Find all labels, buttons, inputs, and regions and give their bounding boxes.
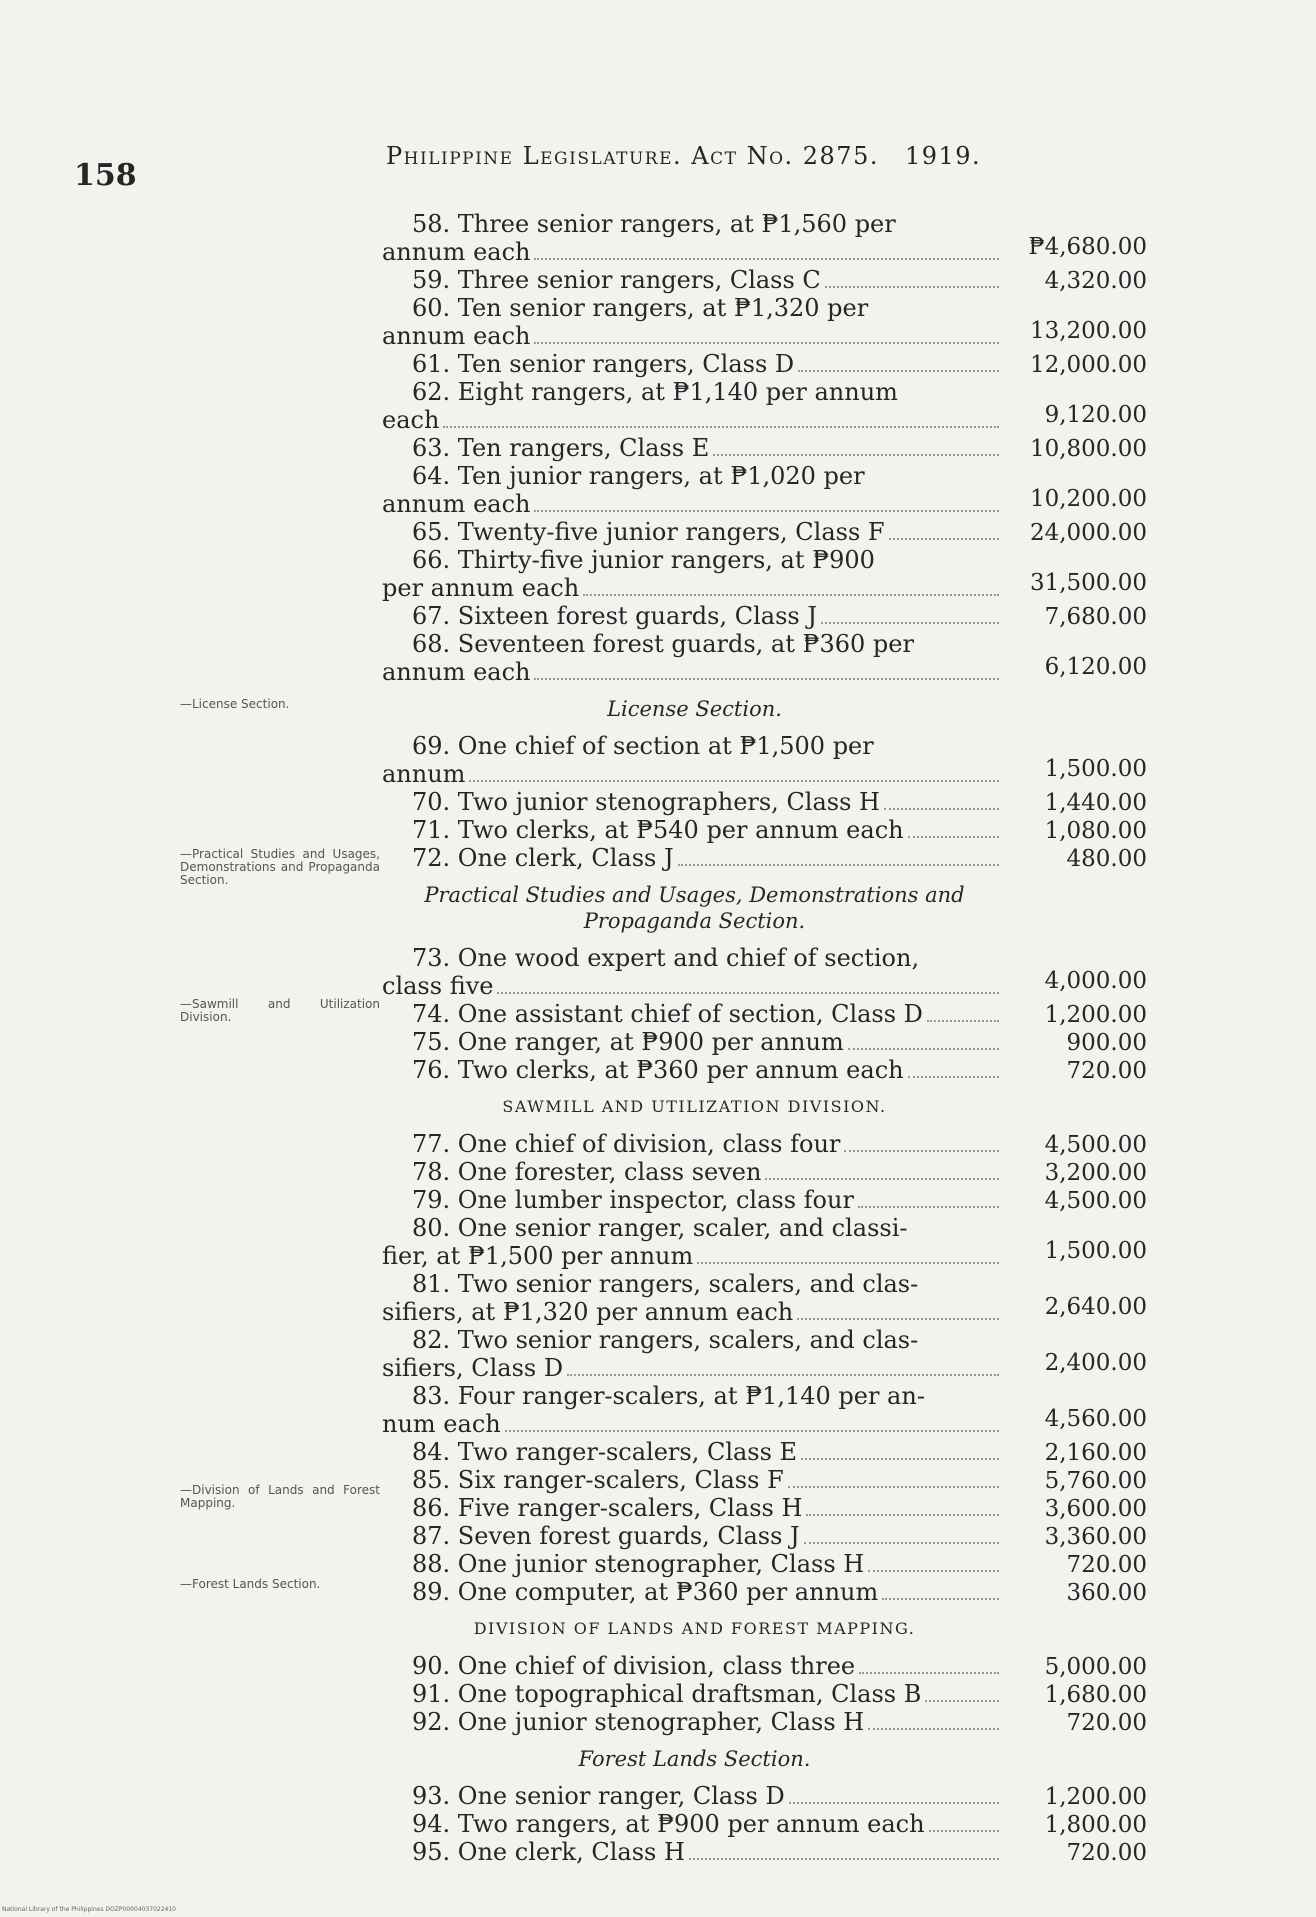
item-text: 60. Ten senior rangers, at ₱1,320 per [412, 294, 869, 322]
appropriation-item [382, 1578, 1147, 1606]
dot-leader [678, 864, 999, 866]
item-amount: 4,560.00 [1044, 1406, 1147, 1432]
dot-leader [844, 1150, 999, 1152]
item-amount: 1,800.00 [1044, 1812, 1147, 1838]
dot-leader [497, 992, 999, 994]
appropriation-item [382, 788, 1147, 816]
appropriation-item [382, 1438, 1147, 1466]
item-text: 89. One computer, at ₱360 per annum [412, 1578, 879, 1606]
item-text: 69. One chief of section at ₱1,500 per [412, 732, 874, 760]
dot-leader [583, 594, 999, 596]
dot-leader [908, 1076, 999, 1078]
item-text: 67. Sixteen forest guards, Class J [412, 602, 817, 630]
item-text: 78. One forester, class seven [412, 1158, 762, 1186]
dot-leader [469, 780, 999, 782]
item-text: 94. Two rangers, at ₱900 per annum each [412, 1810, 925, 1838]
dot-leader [788, 1486, 999, 1488]
item-amount: 4,500.00 [1044, 1188, 1147, 1214]
appropriation-item [382, 1326, 1147, 1382]
item-amount: 1,440.00 [1044, 790, 1147, 816]
running-head-year: 1919. [904, 142, 982, 170]
item-amount: 1,680.00 [1044, 1682, 1147, 1708]
section-heading: Practical Studies and Usages, Demonstrations and Propaganda Section. [424, 883, 965, 933]
item-text: 61. Ten senior rangers, Class D [412, 350, 795, 378]
appropriation-item [382, 210, 1147, 266]
dot-leader [789, 1802, 999, 1804]
item-amount: 1,200.00 [1044, 1784, 1147, 1810]
dot-leader [925, 1700, 999, 1702]
dot-leader [858, 1206, 999, 1208]
dot-leader [889, 538, 999, 540]
item-text: 81. Two senior rangers, scalers, and clas- [412, 1270, 919, 1298]
item-text: 88. One junior stenographer, Class H [412, 1550, 865, 1578]
item-amount: 31,500.00 [1029, 570, 1147, 596]
dot-leader [821, 622, 999, 624]
dot-leader [868, 1728, 999, 1730]
item-text: 70. Two junior stenographers, Class H [412, 788, 880, 816]
item-amount: 10,800.00 [1029, 436, 1147, 462]
dot-leader [868, 1570, 999, 1572]
margin-note: —Practical Studies and Usages, Demonstrations and Propaganda Section. [180, 847, 380, 887]
item-text: 71. Two clerks, at ₱540 per annum each [412, 816, 904, 844]
appropriation-item [382, 1522, 1147, 1550]
item-text: 62. Eight rangers, at ₱1,140 per annum [412, 378, 898, 406]
item-text: 72. One clerk, Class J [412, 844, 674, 872]
item-text: 68. Seventeen forest guards, at ₱360 per [412, 630, 914, 658]
dot-leader [806, 1514, 999, 1516]
item-text: 64. Ten junior rangers, at ₱1,020 per [412, 462, 865, 490]
item-text: 74. One assistant chief of section, Class D [412, 1000, 923, 1028]
running-head [386, 142, 981, 170]
item-amount: 1,080.00 [1044, 818, 1147, 844]
item-amount: 4,500.00 [1044, 1132, 1147, 1158]
item-amount: 720.00 [1066, 1840, 1147, 1866]
item-text: fier, at ₱1,500 per annum [382, 1242, 694, 1270]
dot-leader [713, 454, 999, 456]
item-amount: 720.00 [1066, 1552, 1147, 1578]
item-text: 85. Six ranger-scalers, Class F [412, 1466, 784, 1494]
item-amount: 3,200.00 [1044, 1160, 1147, 1186]
appropriation-item [382, 1270, 1147, 1326]
dot-leader [443, 426, 999, 428]
item-text: 66. Thirty-five junior rangers, at ₱900 [412, 546, 875, 574]
appropriation-item [382, 732, 1147, 788]
item-text: per annum each [382, 574, 580, 602]
appropriation-item [382, 1838, 1147, 1866]
appropriation-item [382, 1810, 1147, 1838]
appropriation-item [382, 1028, 1147, 1056]
appropriation-item [382, 1056, 1147, 1084]
item-amount: 6,120.00 [1044, 654, 1147, 680]
item-text: annum each [382, 322, 531, 350]
item-text: 83. Four ranger-scalers, at ₱1,140 per an- [412, 1382, 925, 1410]
running-head-title: Philippine Legislature. Act No. 2875. [386, 142, 879, 170]
margin-note: —Division of Lands and Forest Mapping. [180, 1483, 380, 1510]
item-amount: 2,400.00 [1044, 1350, 1147, 1376]
appropriation-item [382, 844, 1147, 872]
dot-leader [765, 1178, 999, 1180]
appropriation-item [382, 1782, 1147, 1810]
item-amount: 7,680.00 [1044, 604, 1147, 630]
appropriation-item [382, 1550, 1147, 1578]
page-number: 158 [74, 158, 137, 193]
item-text: 82. Two senior rangers, scalers, and clas- [412, 1326, 919, 1354]
item-text: 95. One clerk, Class H [412, 1838, 685, 1866]
item-amount: 720.00 [1066, 1710, 1147, 1736]
item-amount: 1,500.00 [1044, 756, 1147, 782]
item-text: 86. Five ranger-scalers, Class H [412, 1494, 803, 1522]
item-text: 77. One chief of division, class four [412, 1130, 841, 1158]
item-text: 93. One senior ranger, Class D [412, 1782, 785, 1810]
appropriation-item [382, 462, 1147, 518]
item-text: 90. One chief of division, class three [412, 1652, 856, 1680]
appropriation-item [382, 944, 1147, 1000]
appropriation-item [382, 1186, 1147, 1214]
dot-leader [927, 1020, 999, 1022]
appropriation-item [382, 266, 1147, 294]
appropriation-item [382, 350, 1147, 378]
dot-leader [689, 1858, 999, 1860]
dot-leader [848, 1048, 999, 1050]
item-text: 76. Two clerks, at ₱360 per annum each [412, 1056, 904, 1084]
item-text: num each [382, 1410, 501, 1438]
dot-leader [797, 1318, 999, 1320]
item-text: 91. One topographical draftsman, Class B [412, 1680, 922, 1708]
appropriation-list [382, 210, 1147, 1866]
item-amount: 5,000.00 [1044, 1654, 1147, 1680]
item-amount: 4,320.00 [1044, 268, 1147, 294]
item-amount: 24,000.00 [1029, 520, 1147, 546]
appropriation-item [382, 434, 1147, 462]
dot-leader [908, 836, 999, 838]
appropriation-item [382, 1708, 1147, 1736]
item-text: 75. One ranger, at ₱900 per annum [412, 1028, 844, 1056]
section-heading: SAWMILL AND UTILIZATION DIVISION. [502, 1097, 887, 1116]
dot-leader [534, 258, 999, 260]
item-text: annum each [382, 658, 531, 686]
item-text: annum [382, 760, 466, 788]
item-amount: 360.00 [1066, 1580, 1147, 1606]
appropriation-item [382, 378, 1147, 434]
appropriation-item [382, 294, 1147, 350]
appropriation-item [382, 1494, 1147, 1522]
margin-note: —License Section. [180, 697, 290, 711]
item-amount: 13,200.00 [1029, 318, 1147, 344]
item-amount: 1,500.00 [1044, 1238, 1147, 1264]
margin-note: —Sawmill and Utilization Division. [180, 997, 380, 1024]
item-amount: 9,120.00 [1044, 402, 1147, 428]
appropriation-item [382, 816, 1147, 844]
item-text: 84. Two ranger-scalers, Class E [412, 1438, 798, 1466]
appropriation-item [382, 1680, 1147, 1708]
item-amount: 12,000.00 [1029, 352, 1147, 378]
item-text: sifiers, at ₱1,320 per annum each [382, 1298, 794, 1326]
item-text: each [382, 406, 440, 434]
item-text: 87. Seven forest guards, Class J [412, 1522, 800, 1550]
appropriation-item [382, 1214, 1147, 1270]
item-amount: 5,760.00 [1044, 1468, 1147, 1494]
item-text: annum each [382, 490, 531, 518]
dot-leader [884, 808, 999, 810]
dot-leader [534, 678, 999, 680]
appropriation-item [382, 630, 1147, 686]
dot-leader [534, 510, 999, 512]
item-amount: 900.00 [1066, 1030, 1147, 1056]
footer-stamp: National Library of the Philippines DOZP00004037022410 [2, 1906, 176, 1913]
dot-leader [882, 1598, 999, 1600]
item-text: sifiers, Class D [382, 1354, 564, 1382]
appropriation-item [382, 518, 1147, 546]
item-text: 63. Ten rangers, Class E [412, 434, 710, 462]
item-amount: ₱4,680.00 [1028, 234, 1147, 260]
appropriation-item [382, 546, 1147, 602]
item-text: 80. One senior ranger, scaler, and classi- [412, 1214, 908, 1242]
appropriation-item [382, 1382, 1147, 1438]
section-heading: Forest Lands Section. [578, 1747, 811, 1771]
item-amount: 720.00 [1066, 1058, 1147, 1084]
item-text: 73. One wood expert and chief of section, [412, 944, 920, 972]
item-amount: 4,000.00 [1044, 968, 1147, 994]
dot-leader [859, 1672, 999, 1674]
item-text: 65. Twenty-five junior rangers, Class F [412, 518, 885, 546]
appropriation-item [382, 602, 1147, 630]
dot-leader [505, 1430, 999, 1432]
appropriation-item [382, 1000, 1147, 1028]
item-amount: 3,360.00 [1044, 1524, 1147, 1550]
dot-leader [825, 286, 999, 288]
dot-leader [798, 370, 999, 372]
dot-leader [801, 1458, 999, 1460]
appropriation-item [382, 1130, 1147, 1158]
item-amount: 2,160.00 [1044, 1440, 1147, 1466]
appropriation-item [382, 1652, 1147, 1680]
item-text: 58. Three senior rangers, at ₱1,560 per [412, 210, 896, 238]
item-amount: 2,640.00 [1044, 1294, 1147, 1320]
item-amount: 1,200.00 [1044, 1002, 1147, 1028]
item-text: annum each [382, 238, 531, 266]
item-amount: 480.00 [1066, 846, 1147, 872]
dot-leader [929, 1830, 999, 1832]
appropriation-item [382, 1158, 1147, 1186]
item-text: 79. One lumber inspector, class four [412, 1186, 854, 1214]
item-text: 92. One junior stenographer, Class H [412, 1708, 865, 1736]
item-text: class five [382, 972, 494, 1000]
dot-leader [567, 1374, 999, 1376]
item-amount: 3,600.00 [1044, 1496, 1147, 1522]
dot-leader [804, 1542, 999, 1544]
item-amount: 10,200.00 [1029, 486, 1147, 512]
section-heading: License Section. [607, 697, 782, 721]
section-heading: DIVISION OF LANDS AND FOREST MAPPING. [473, 1619, 916, 1638]
margin-note: —Forest Lands Section. [180, 1577, 321, 1591]
item-text: 59. Three senior rangers, Class C [412, 266, 821, 294]
appropriation-item [382, 1466, 1147, 1494]
dot-leader [534, 342, 999, 344]
dot-leader [697, 1262, 999, 1264]
